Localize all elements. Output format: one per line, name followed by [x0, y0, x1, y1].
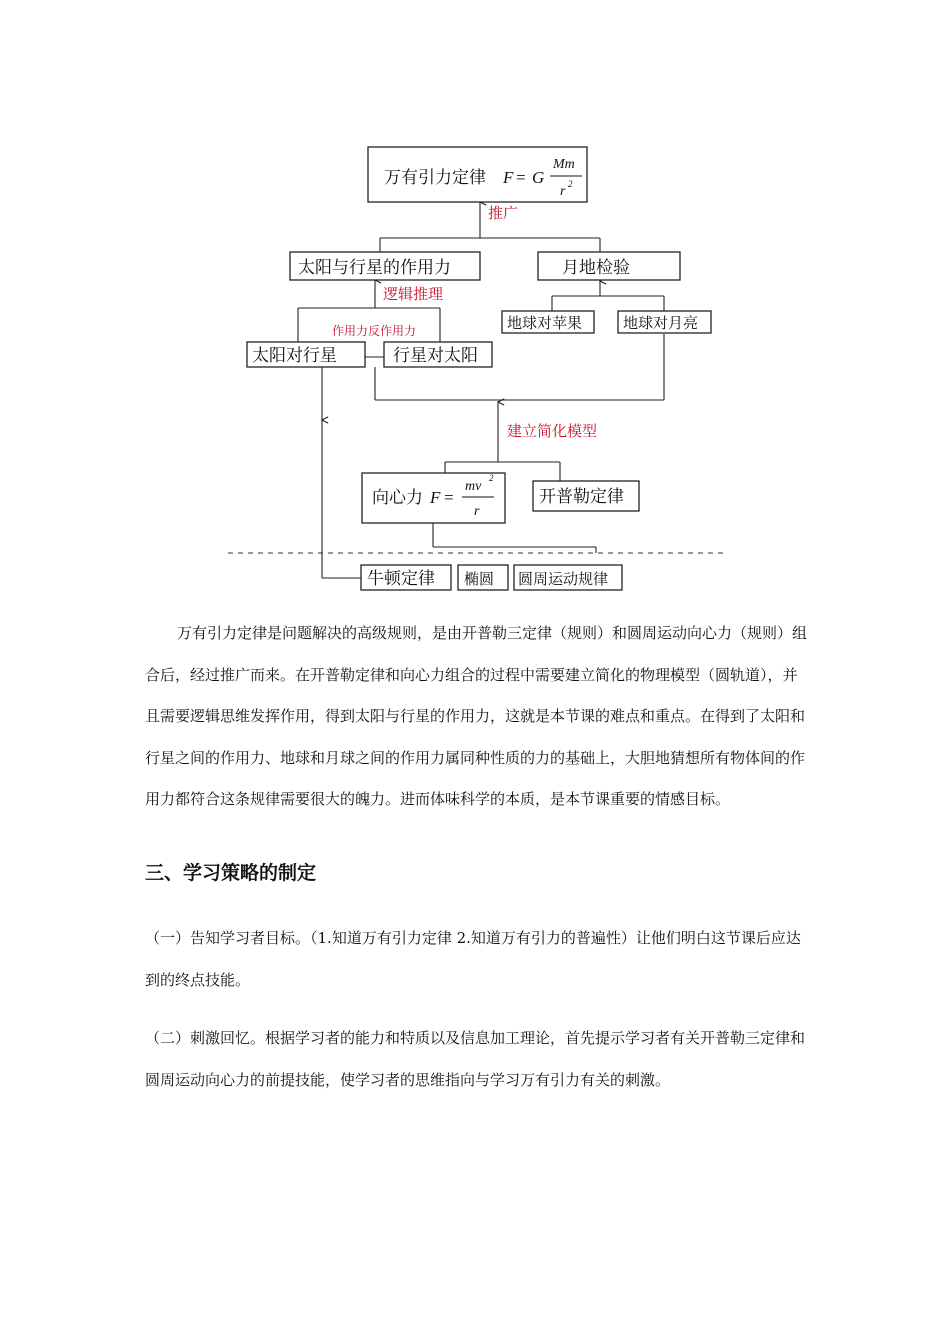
svg-text:太阳与行星的作用力: 太阳与行星的作用力	[298, 258, 451, 278]
planet-to-sun-box	[384, 342, 492, 367]
svg-text:2: 2	[568, 179, 573, 189]
kepler-law-box	[533, 481, 639, 511]
svg-text:mv: mv	[465, 479, 482, 494]
svg-text:圆周运动规律: 圆周运动规律	[518, 570, 609, 588]
label-simplified-model: 建立简化模型	[507, 422, 598, 440]
svg-text:月地检验: 月地检验	[562, 258, 630, 278]
sun-planet-force-box	[290, 252, 480, 280]
svg-text:r: r	[474, 504, 480, 519]
law-of-gravitation-box	[368, 147, 587, 202]
sun-to-planet-box	[247, 342, 365, 367]
earth-apple-box	[502, 311, 594, 333]
svg-text:2: 2	[489, 473, 494, 483]
svg-text:开普勒定律: 开普勒定律	[539, 487, 624, 507]
ellipse-box	[458, 565, 508, 590]
svg-text:地球对月亮: 地球对月亮	[623, 314, 699, 332]
svg-text:椭圆: 椭圆	[464, 570, 495, 588]
svg-text:牛顿定律: 牛顿定律	[367, 569, 435, 589]
centripetal-force-box	[362, 473, 505, 523]
svg-text:太阳对行星: 太阳对行星	[252, 346, 337, 366]
svg-text:向心力: 向心力	[372, 488, 423, 508]
svg-text:F: F	[430, 488, 441, 507]
earth-moon-box	[618, 311, 711, 333]
svg-text:行星对太阳: 行星对太阳	[393, 346, 478, 366]
body-paragraph: 万有引力定律是问题解决的高级规则，是由开普勒三定律（规则）和圆周运动向心力（规则）组合后，经过推广而来。在开普勒定律和向心力组合的过程中需要建立简化的物理模型（圆轨道），并且需要逻辑思维发挥作用，得到太阳与行星的作用力，这就是本节课的难点和重点。在得到了太阳和行星之间的作用力、地球和月球之间的作用力属同种性质的力的基础上，大胆地猜想所有物体间的作用力都符合这条规律需要很大的魄力。进而体味科学的本质，是本节课重要的情感目标。	[145, 624, 808, 808]
svg-text:r: r	[560, 184, 566, 199]
section-heading: 三、学习策略的制定	[145, 862, 317, 884]
label-generalize: 推广	[488, 204, 519, 222]
newton-law-box	[361, 565, 451, 590]
circular-motion-box	[514, 565, 622, 590]
svg-text:F: F	[503, 168, 514, 187]
svg-text:=: =	[443, 488, 455, 507]
moon-earth-test-box	[538, 252, 680, 280]
svg-text:地球对苹果: 地球对苹果	[507, 314, 583, 332]
label-logic-reasoning: 逻辑推理	[383, 285, 444, 303]
strategy-item-2: （二）刺激回忆。根据学习者的能力和特质以及信息加工理论，首先提示学习者有关开普勒三定律和圆周运动向心力的前提技能，使学习者的思维指向与学习万有引力有关的刺激。	[145, 1029, 806, 1089]
svg-text:Mm: Mm	[553, 157, 575, 172]
svg-text:=: =	[515, 168, 527, 187]
label-action-reaction: 作用力反作用力	[332, 324, 417, 338]
law-label: 万有引力定律	[384, 168, 486, 188]
strategy-item-1: （一）告知学习者目标。（1.知道万有引力定律 2.知道万有引力的普遍性）让他们明白这节课后应达到的终点技能。	[145, 929, 801, 989]
svg-text:G: G	[532, 168, 545, 187]
concept-diagram	[0, 0, 950, 600]
